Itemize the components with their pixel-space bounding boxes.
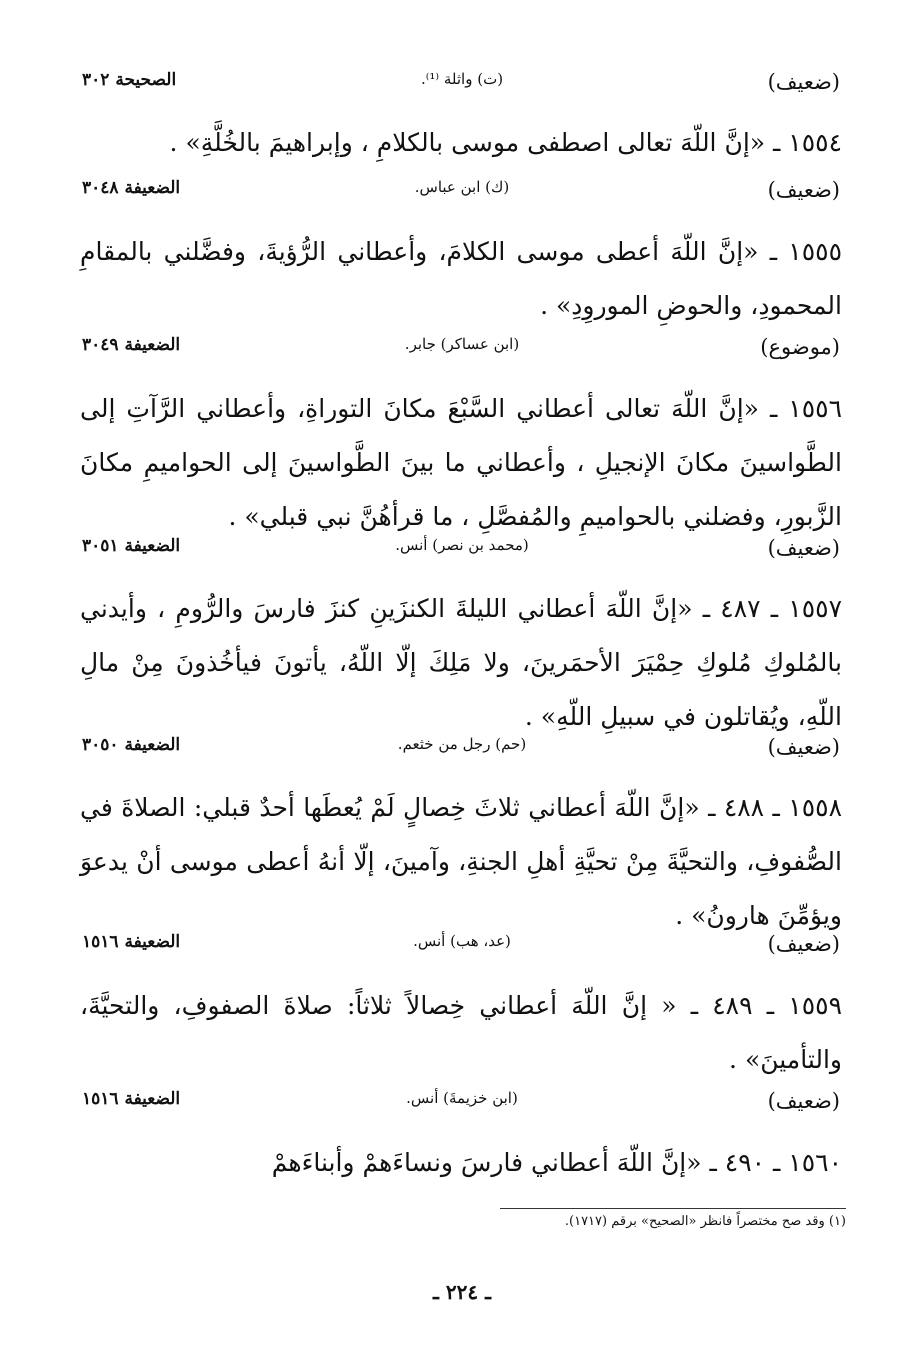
source-label: (محمد بن نصر) أنس. [395, 536, 529, 554]
grade-label: (ضعيف) [767, 735, 840, 759]
entry-header [78, 536, 846, 570]
reference-label: الضعيفة ٣٠٤٩ [82, 335, 181, 355]
footnote: (١) وقد صح مختصراً فانظر «الصحيح» برقم (١٧١٧). [564, 1214, 846, 1229]
grade-label: (ضعيف) [767, 70, 840, 94]
grade-label: (ضعيف) [767, 536, 840, 560]
source-label: (ابن خزيمةَ) أنس. [406, 1089, 518, 1107]
hadith-text: ١٥٥٦ ـ «إنَّ اللّهَ تعالى أعطاني السَّبْعَ مكانَ التوراةِ، وأعطاني الرَّآتِ إلى الطَّواسينَ مكانَ الإنجيلِ ، وأعطاني ما بينَ الطَّواسينَ إلى الحواميمِ مكانَ الزَّبورِ، وفضلني بالحواميمِ والمُفصَّلِ ، ما قرأهُنَّ نبي قبلي» . [80, 394, 843, 531]
reference-label: الضعيفة ١٥١٦ [82, 1089, 181, 1109]
reference-label: الصحيحة ٣٠٢ [82, 70, 177, 90]
hadith-text: ١٥٥٧ ـ ٤٨٧ ـ «إنَّ اللّهَ أعطاني الليلةَ الكنزَينِ كنزَ فارسَ والرُّومِ ، وأيدني بالمُلوكِ مُلوكِ حِمْيَرَ الأحمَرينَ، ولا مَلِكَ إلّا اللّهُ، يأتونَ فيأخُذونَ مِنْ مالِ اللّهِ، ويُقاتلون في سبيلِ اللّهِ» . [80, 594, 843, 731]
source-label: (ت) واثلة ⁽¹⁾. [420, 70, 504, 88]
hadith-text: ١٥٥٤ ـ «إنَّ اللّهَ تعالى اصطفى موسى بالكلامِ ، وإبراهيمَ بالخُلَّةِ» . [169, 128, 842, 157]
grade-label: (ضعيف) [767, 1089, 840, 1113]
hadith-text: ١٥٦٠ ـ ٤٩٠ ـ «إنَّ اللّهَ أعطاني فارسَ ونساءَهمْ وأبناءَهمْ [271, 1148, 842, 1177]
entry-header [78, 70, 846, 104]
source-label: (عد، هب) أنس. [413, 932, 511, 950]
entry-header [78, 178, 846, 212]
reference-label: الضعيفة ٣٠٥٠ [82, 735, 181, 755]
entry-header [78, 1089, 846, 1123]
source-label: (ابن عساكر) جابر. [404, 335, 520, 353]
hadith-text: ١٥٥٥ ـ «إنَّ اللّهَ أعطى موسى الكلامَ، وأعطاني الرُّؤيةَ، وفضَّلني بالمقامِ المحمودِ، والحوضِ الموروِدِ» . [80, 237, 842, 320]
reference-label: الضعيفة ٣٠٥١ [82, 536, 181, 556]
hadith-text: ١٥٥٨ ـ ٤٨٨ ـ «إنَّ اللّهَ أعطاني ثلاثَ خِصالٍ لَمْ يُعطَها أحدٌ قبلي: الصلاةَ في الصُّفوفِ، والتحيَّةَ مِنْ تحيَّةِ أهلِ الجنةِ، وآمينَ، إلّا أنهُ أعطى موسى أنْ يدعوَ ويؤمِّنَ هارونُ» . [80, 793, 842, 930]
entry-header [78, 335, 846, 369]
source-label: (حم) رجل من خثعم. [397, 735, 527, 753]
entry-header [78, 932, 846, 966]
entry-header [78, 735, 846, 769]
grade-label: (ضعيف) [767, 178, 840, 202]
reference-label: الضعيفة ٣٠٤٨ [82, 178, 181, 198]
page-number: ـ ٢٢٤ ـ [433, 1280, 491, 1304]
grade-label: (موضوع) [760, 335, 840, 359]
hadith-text: ١٥٥٩ ـ ٤٨٩ ـ « إنَّ اللّهَ أعطاني خِصالاً ثلاثاً: صلاةَ الصفوفِ، والتحيَّةَ، والتأمينَ» . [80, 991, 842, 1074]
reference-label: الضعيفة ١٥١٦ [82, 932, 181, 952]
footnote-divider [500, 1208, 846, 1209]
source-label: (ك) ابن عباس. [414, 178, 510, 196]
grade-label: (ضعيف) [767, 932, 840, 956]
